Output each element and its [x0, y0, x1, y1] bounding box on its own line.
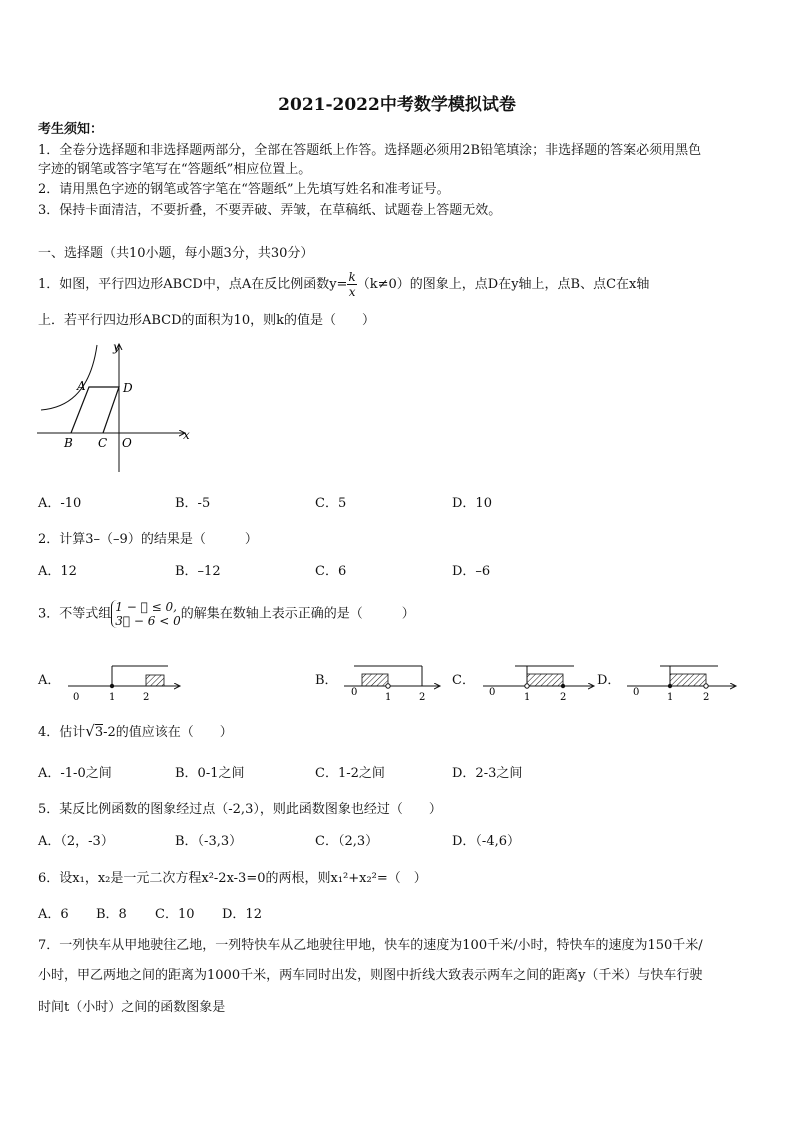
q5-option-a[interactable]: A．（2，-3） [38, 834, 114, 849]
q6-option-d[interactable]: D．12 [222, 907, 262, 922]
question-7-line: 小时，甲乙两地之间的距离为1000千米，两车同时出发，则图中折线大致表示两车之间的距离y（千米）与快车行驶 [38, 968, 703, 983]
fraction-k-over-x [347, 270, 356, 299]
parallelogram-abcd [71, 387, 119, 433]
question-1-text-a: 1．如图，平行四边形ABCD中，点A在反比例函数y= [38, 277, 348, 292]
question-2-text: 2．计算3–（–9）的结果是（ ） [38, 532, 258, 547]
number-line-b [344, 666, 440, 703]
question-4-text-b: -2的值应该在（ ） [103, 725, 233, 740]
q1-option-c[interactable]: C．5 [315, 496, 347, 511]
fraction-denominator: x [348, 285, 356, 299]
q6-option-a[interactable]: A．6 [38, 907, 69, 922]
sqrt-sign: √ [85, 722, 95, 740]
q5-option-b[interactable]: B．（-3,3） [175, 834, 243, 849]
q2-option-b[interactable]: B．–12 [175, 564, 221, 579]
label-x: x [183, 428, 190, 442]
number-line-a [68, 666, 180, 703]
question-5-text: 5．某反比例函数的图象经过点（-2,3），则此函数图象也经过（ ） [38, 802, 442, 817]
notice-heading: 考生须知： [38, 122, 104, 137]
radicand: 3 [94, 725, 104, 740]
question-1-text [38, 270, 649, 299]
page-title: 2021-2022中考数学模拟试卷 [278, 95, 516, 115]
q1-option-a[interactable]: A．-10 [38, 496, 82, 511]
label-c: C [98, 436, 108, 450]
inequality-2: 3⃞ − 6 < 0 [115, 614, 181, 628]
number-line-d [627, 666, 736, 703]
hyperbola-curve [41, 345, 97, 410]
q3-option-b-label[interactable]: B． [315, 673, 338, 688]
q3-option-d-label[interactable]: D． [597, 673, 621, 688]
label-d: D [123, 381, 133, 395]
question-4-text-a: 4．估计 [38, 725, 86, 740]
question-3-text-b: 的解集在数轴上表示正确的是（ ） [180, 606, 415, 622]
question-1-text-b: （k≠0）的图象上，点D在y轴上，点B、点C在x轴 [356, 277, 650, 292]
q5-option-c[interactable]: C．（2,3） [315, 834, 379, 849]
tick-0: 0 [73, 692, 80, 703]
tick-1: 1 [109, 692, 116, 703]
q4-option-d[interactable]: D．2-3之间 [452, 766, 523, 781]
tick-1: 1 [524, 692, 531, 703]
label-b: B [64, 436, 73, 450]
label-y: y [113, 340, 120, 354]
notice-item: 3．保持卡面清洁，不要折叠，不要弄破、弄皱，在草稿纸、试题卷上答题无效。 [38, 203, 502, 218]
label-o: O [122, 436, 132, 450]
q2-option-a[interactable]: A．12 [38, 564, 77, 579]
q1-option-b[interactable]: B．-5 [175, 496, 211, 511]
label-a: A [77, 379, 86, 393]
fraction-numerator: k [348, 270, 356, 284]
q2-option-d[interactable]: D．–6 [452, 564, 491, 579]
q2-option-c[interactable]: C．6 [315, 564, 347, 579]
number-line-c [483, 666, 594, 703]
tick-2: 2 [143, 692, 150, 703]
notice-item: 1．全卷分选择题和非选择题两部分，全部在答题纸上作答。选择题必须用2B铅笔填涂；非选择题的答案必须用黑色 [38, 143, 702, 158]
inequality-1: 1 − ⃞ ≤ 0, [115, 600, 177, 614]
tick-0: 0 [633, 687, 640, 698]
section-heading: 一、选择题（共10小题，每小题3分，共30分） [38, 246, 314, 261]
q3-option-a-label[interactable]: A． [38, 673, 61, 688]
q4-option-b[interactable]: B．0-1之间 [175, 766, 245, 781]
question-7-line: 时间t（小时）之间的函数图象是 [38, 1000, 226, 1015]
tick-1: 1 [385, 692, 392, 703]
notice-item: 2．请用黑色字迹的钢笔或答字笔在“答题纸”上先填写姓名和准考证号。 [38, 182, 450, 197]
question-6-text: 6．设x₁，x₂是一元二次方程x²-2x-3=0的两根，则x₁²+x₂²=（ ） [38, 871, 427, 886]
question-3-text-a: 3．不等式组 [38, 606, 112, 622]
question-3-text [38, 600, 415, 628]
tick-0: 0 [351, 687, 358, 698]
q6-option-b[interactable]: B．8 [96, 907, 127, 922]
q6-option-c[interactable]: C．10 [155, 907, 195, 922]
tick-2: 2 [560, 692, 567, 703]
tick-2: 2 [703, 692, 710, 703]
question-7-line: 7．一列快车从甲地驶往乙地，一列特快车从乙地驶往甲地，快车的速度为100千米/小时，特快车的速度为150千米/ [38, 938, 703, 953]
question-4-text [38, 722, 233, 742]
question-1-figure [35, 340, 195, 475]
inequality-system [111, 600, 180, 628]
q4-option-c[interactable]: C．1-2之间 [315, 766, 385, 781]
q4-option-a[interactable]: A．-1-0之间 [38, 766, 112, 781]
q3-option-c-label[interactable]: C． [452, 673, 475, 688]
tick-0: 0 [489, 687, 496, 698]
question-1-line2: 上．若平行四边形ABCD的面积为10，则k的值是（ ） [38, 313, 375, 328]
q1-option-d[interactable]: D．10 [452, 496, 492, 511]
number-lines [0, 655, 794, 705]
tick-2: 2 [419, 692, 426, 703]
notice-item: 字迹的钢笔或答字笔写在“答题纸”相应位置上。 [38, 162, 312, 177]
q5-option-d[interactable]: D．（-4,6） [452, 834, 520, 849]
tick-1: 1 [667, 692, 674, 703]
